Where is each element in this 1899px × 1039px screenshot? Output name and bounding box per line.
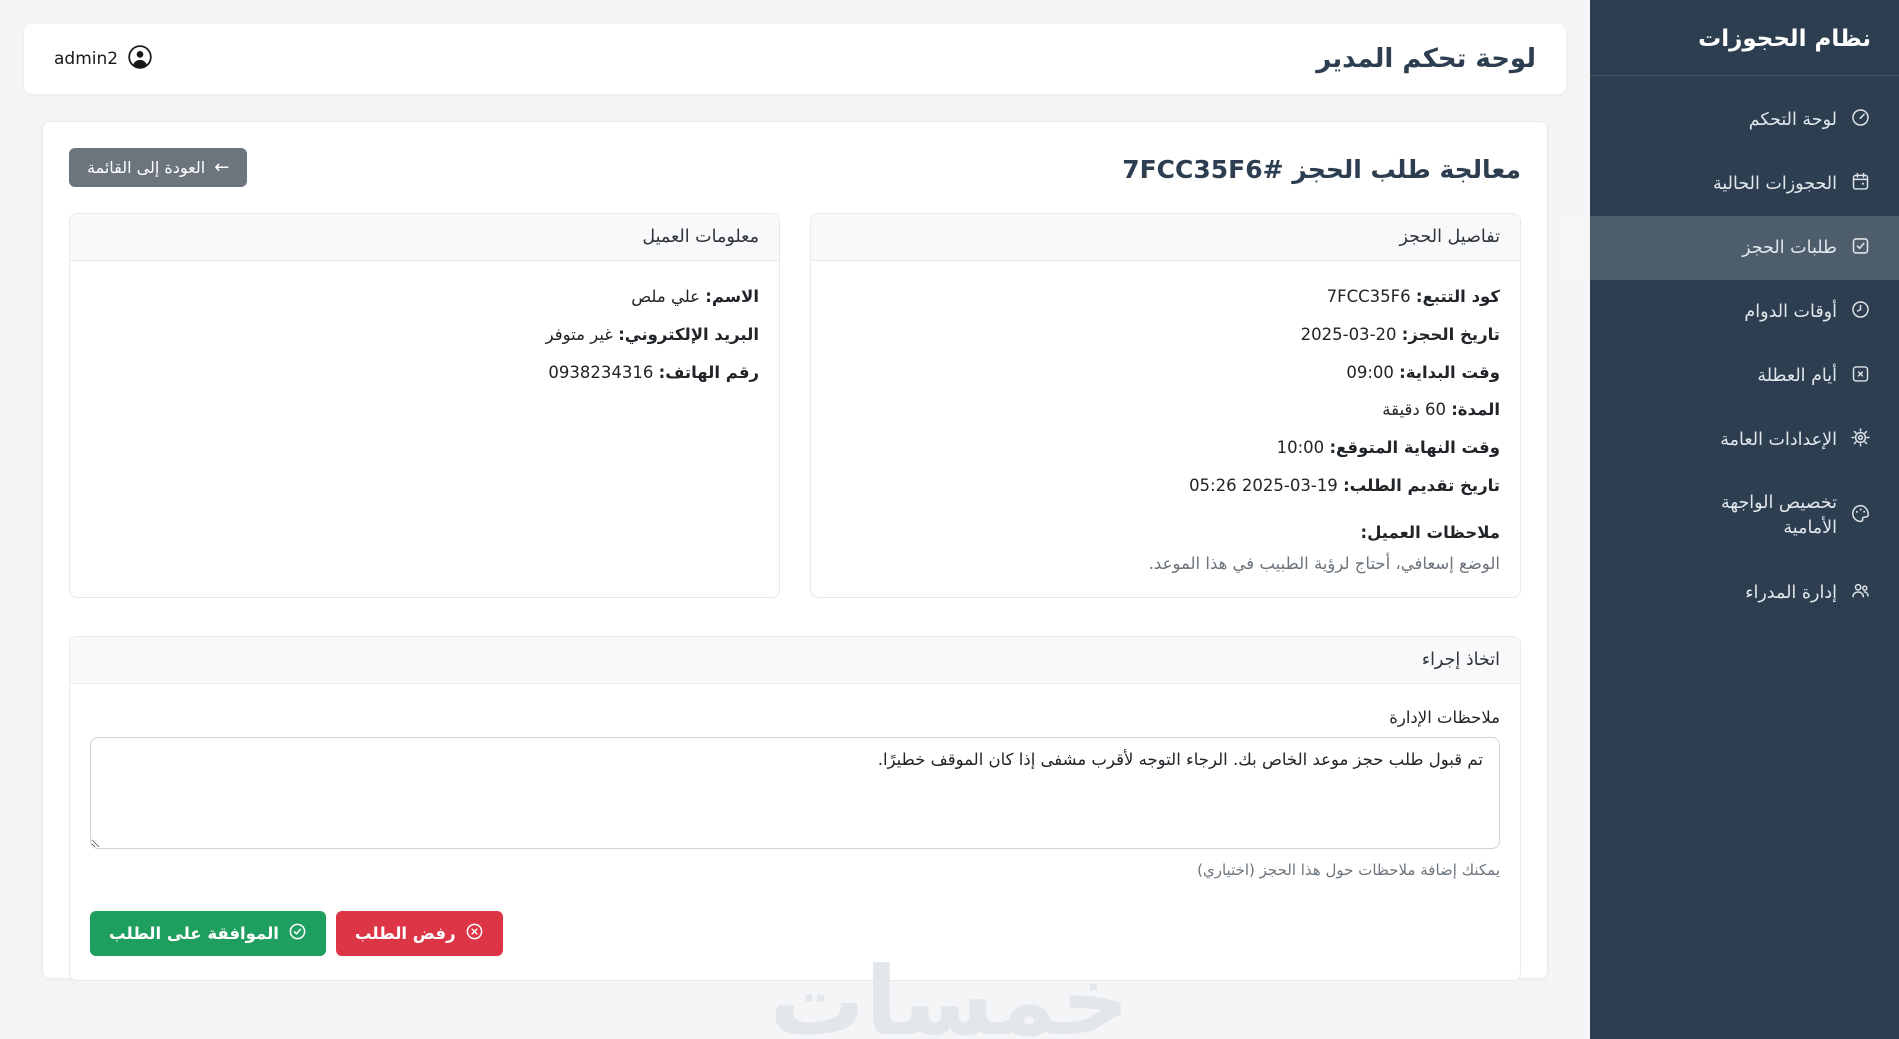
sidebar-item-label: الإعدادات العامة xyxy=(1720,430,1837,450)
admin-notes-label: ملاحظات الإدارة xyxy=(1389,707,1500,727)
sidebar-item-holidays[interactable] xyxy=(1590,344,1899,408)
admin-notes-helper: يمكنك إضافة ملاحظات حول هذا الحجز (اختياري) xyxy=(1197,860,1500,879)
sidebar-item-booking-requests[interactable] xyxy=(1560,216,1899,280)
take-action-body xyxy=(70,684,1520,980)
sidebar-item-manage-admins[interactable] xyxy=(1590,561,1899,625)
page-title: لوحة تحكم المدير xyxy=(1316,44,1536,74)
admin-notes-textarea[interactable] xyxy=(90,737,1500,849)
sidebar-item-label: لوحة التحكم xyxy=(1748,110,1837,130)
sidebar-item-label: أيام العطلة xyxy=(1757,366,1837,386)
heading-row xyxy=(69,148,1521,187)
calendar-x-icon xyxy=(1850,363,1871,389)
booking-details-title: تفاصيل الحجز xyxy=(811,214,1520,261)
username: admin2 xyxy=(54,49,119,69)
users-icon xyxy=(1850,580,1871,606)
client-info-body xyxy=(70,261,779,597)
reject-request-button[interactable] xyxy=(336,911,503,956)
field-client-phone: رقم الهاتف: 0938234316 xyxy=(548,362,759,382)
gear-icon xyxy=(1850,427,1871,453)
sidebar-item-label: طلبات الحجز xyxy=(1742,238,1837,258)
clock-icon xyxy=(1850,299,1871,325)
sidebar-item-frontend-customization[interactable] xyxy=(1590,472,1899,561)
sidebar-item-current-bookings[interactable] xyxy=(1590,152,1899,216)
back-to-list-button[interactable] xyxy=(69,148,247,187)
sidebar-item-label: أوقات الدوام xyxy=(1744,302,1837,322)
field-start-time: وقت البداية: 09:00 xyxy=(1346,362,1500,382)
booking-details-body xyxy=(811,261,1520,597)
field-duration: المدة: 60 دقيقة xyxy=(1382,400,1500,420)
back-arrow-icon: ← xyxy=(214,156,230,178)
client-info-title: معلومات العميل xyxy=(70,214,779,261)
app-title: نظام الحجوزات xyxy=(1590,0,1899,76)
take-action-title: اتخاذ إجراء xyxy=(70,637,1520,684)
booking-request-heading: معالجة طلب الحجز #7FCC35F6 xyxy=(1122,155,1521,184)
palette-icon xyxy=(1850,503,1871,529)
reject-button-label: رفض الطلب xyxy=(354,923,456,943)
sidebar-nav xyxy=(1590,76,1899,625)
calendar-icon xyxy=(1850,171,1871,197)
back-button-label: العودة إلى القائمة xyxy=(87,158,206,177)
sidebar-item-dashboard[interactable] xyxy=(1590,88,1899,152)
take-action-card xyxy=(69,636,1521,981)
gauge-icon xyxy=(1850,107,1871,133)
approve-request-button[interactable] xyxy=(90,911,326,956)
details-cards-row xyxy=(69,213,1521,598)
client-notes-label: ملاحظات العميل: xyxy=(1360,522,1500,542)
user-menu[interactable] xyxy=(54,44,153,75)
field-request-date: تاريخ تقديم الطلب: 19-03-2025 05:26 xyxy=(1189,475,1500,495)
field-expected-end-time: وقت النهاية المتوقع: 10:00 xyxy=(1276,438,1500,457)
check-circle-icon xyxy=(288,922,307,945)
sidebar xyxy=(1590,0,1899,1039)
sidebar-item-label: الحجوزات الحالية xyxy=(1713,174,1837,194)
sidebar-item-working-hours[interactable] xyxy=(1590,280,1899,344)
client-info-card xyxy=(69,213,780,598)
person-circle-icon xyxy=(127,44,153,75)
khamsat-watermark: خمسات xyxy=(769,947,1130,1039)
field-tracking-code: كود التتبع: 7FCC35F6 xyxy=(1326,287,1500,306)
x-circle-icon xyxy=(465,922,484,945)
client-notes-text: الوضع إسعافي، أحتاج لرؤية الطبيب في هذا الموعد. xyxy=(1148,553,1500,573)
field-client-name: الاسم: علي ملص xyxy=(631,287,759,306)
content-card xyxy=(42,121,1548,979)
sidebar-item-label: إدارة المدراء xyxy=(1745,582,1837,603)
field-client-email: البريد الإلكتروني: غير متوفر xyxy=(545,324,759,344)
calendar-check-icon xyxy=(1850,235,1871,261)
field-booking-date: تاريخ الحجز: 20-03-2025 xyxy=(1300,324,1500,344)
topbar xyxy=(24,24,1566,94)
sidebar-item-label: تخصيص الواجهة الأمامية xyxy=(1721,493,1837,539)
sidebar-item-general-settings[interactable] xyxy=(1590,408,1899,472)
approve-button-label: الموافقة على الطلب xyxy=(109,923,279,943)
booking-details-card xyxy=(810,213,1521,598)
action-buttons-row xyxy=(90,911,1500,956)
